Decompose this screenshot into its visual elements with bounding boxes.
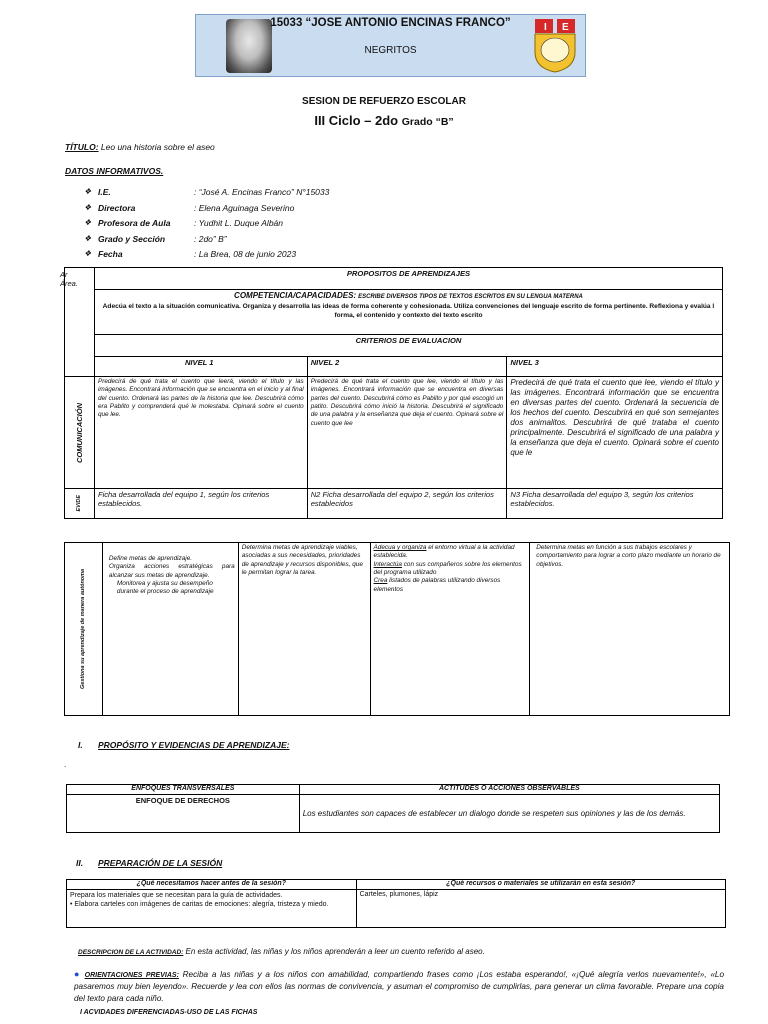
competencia-cell <box>94 290 722 335</box>
criterios-heading: CRITERIOS DE EVALUACION <box>94 335 722 357</box>
section-1-title: PROPÓSITO Y EVIDENCIAS DE APRENDIZAJE: <box>98 740 290 750</box>
gestiona-table <box>64 542 730 716</box>
gestiona-item-1: Define metas de aprendizaje. <box>108 555 193 562</box>
session-title: SESION DE REFUERZO ESCOLAR <box>302 96 466 107</box>
school-location: NEGRITOS <box>364 45 417 56</box>
school-crest-logo <box>531 18 579 73</box>
datos-key: I.E. <box>98 187 111 197</box>
svg-text:E: E <box>562 22 569 33</box>
gestiona-item-2: Organiza acciones estratégicas para alcanzar sus metas de aprendizaje. <box>108 563 235 579</box>
gestiona-col3 <box>370 543 530 716</box>
gestiona-col3-item-3: Crea listados de palabras utilizando diversos elementos <box>373 577 501 593</box>
orientaciones-label: ORIENTACIONES PREVIAS: <box>84 972 179 979</box>
datos-key: Profesora de Aula <box>98 218 171 228</box>
preparacion-actions <box>67 890 357 928</box>
orientaciones-paragraph <box>74 968 724 1004</box>
school-name: 15033 “JOSE ANTONIO ENCINAS FRANCO” <box>270 17 511 29</box>
datos-key: Grado y Sección <box>98 233 166 244</box>
preparacion-resources: Carteles, plumones, lápiz <box>356 890 725 928</box>
datos-value: : 2do” B” <box>194 233 227 244</box>
nivel-1-header: NIVEL 1 <box>94 357 307 377</box>
enfoques-table <box>66 784 720 833</box>
diamond-bullet-icon: ❖ <box>84 233 92 243</box>
diamond-bullet-icon: ❖ <box>84 187 92 196</box>
enfoques-header: ENFOQUES TRANSVERSALES <box>67 785 300 795</box>
grade-text: Grado “B” <box>401 116 454 128</box>
evide-label: EVIDE <box>76 495 83 512</box>
nivel-3-header: NIVEL 3 <box>507 357 723 377</box>
titulo-label: TÍTULO: <box>65 142 99 152</box>
evide-cell <box>65 489 95 519</box>
section-2-number: II. <box>76 858 84 868</box>
evidencia-3: N3 Ficha desarrollada del equipo 3, según los criterios establecidos. <box>507 489 723 519</box>
nivel-2-header: NIVEL 2 <box>307 357 507 377</box>
nivel-3-text: Predecirá de qué trata el cuento que lee, viendo el título y las imágenes. Encontrará información que se encuentra en diversas partes del cuento. Ordenará la secuencia de los hechos del cuento. Descubrirá en qué son semejantes dos animalitos. Descubrirá de qué trataba el cuento principalmente. Descubrirá el significado de una palabra y la enseñanza que deja el cuento. Opinará sobre el cuento que le <box>507 377 723 489</box>
area-cell <box>65 268 95 377</box>
preparacion-action-2: • Elabora carteles con imágenes de caritas de emociones: alegría, tristeza y miedo. <box>70 901 329 909</box>
actividades-heading: I ACVIDADES DIFERENCIADAS-USO DE LAS FICHAS <box>80 1009 258 1016</box>
actitud-text: Los estudiantes son capaces de establecer un dialogo donde se respeten sus opiniones y las de los demás. <box>299 795 719 833</box>
datos-key: Directora <box>98 202 136 213</box>
diamond-bullet-icon: ❖ <box>84 249 92 258</box>
preparacion-action-1: Prepara los materiales que se necesitan para la guía de actividades. <box>70 892 283 899</box>
school-header <box>195 14 586 77</box>
cycle-text: III Ciclo – 2do <box>314 113 399 128</box>
gestiona-item-3: Monitorea y ajusta su desempeño durante el proceso de aprendizaje <box>116 579 214 596</box>
competencia-value: ESCRIBE DIVERSOS TIPOS DE TEXTOS ESCRITOS EN SU LENGUA MATERNA <box>358 294 583 300</box>
datos-value: : Elena Aguinaga Severino <box>194 202 295 213</box>
datos-value: : Yudhit L. Duque Albán <box>194 218 284 228</box>
titulo-value: Leo una historia sobre el aseo <box>100 142 215 152</box>
gestiona-label: Gestiona su aprendizaje de manera autónoma <box>80 568 87 690</box>
preparacion-header-1: ¿Qué necesitamos hacer antes de la sesión? <box>67 880 357 890</box>
evidencia-2: N2 Ficha desarrollada del equipo 2, según los criterios establecidos <box>307 489 507 519</box>
gestiona-col3-item-2: Interactúa con sus compañeros sobre los elementos del programa utilizado <box>373 560 522 576</box>
datos-heading: DATOS INFORMATIVOS. <box>65 166 164 176</box>
gestiona-label-cell <box>65 543 103 716</box>
competencia-label: COMPETENCIA/CAPACIDADES: <box>234 291 357 300</box>
area-name: COMUNICACIÓN <box>74 402 84 463</box>
descripcion-label: DESCRIPCION DE LA ACTIVIDAD: <box>78 949 184 956</box>
nivel-1-text: Predecirá de qué trata el cuento que leerá, viendo el título y las imágenes. Encontrará información que se encuentra en el inicio y al final del cuento. Ordenará las partes de la historia que lee. Descubrirá cómo era Pablito y comprenderá qué le molestaba. Opinará sobre el cuento que lee. <box>94 377 307 489</box>
preparacion-table <box>66 879 726 928</box>
preparacion-header-2: ¿Qué recursos o materiales se utilizarán en esta sesión? <box>356 880 725 890</box>
datos-value: : “José A. Encinas Franco” N°15033 <box>194 187 330 197</box>
orientaciones-text: Reciba a las niñas y a los niños con amabilidad, compartiendo frases como ¡Los estaba esperando!, «¡Qué alegría verlos nuevamente!», «Lo pasaremos muy bien leyendo». Recuerde y lea con ellos las normas de convivencia, y asuman el compromiso de cumplirlas, para generar un clima favorable. Prepare una copia del texto para cada niño. <box>74 970 725 1003</box>
svg-text:I: I <box>544 22 547 33</box>
comunicacion-cell <box>65 377 95 489</box>
datos-value: : La Brea, 08 de junio 2023 <box>194 249 297 259</box>
competencia-desc: Adecúa el texto a la situación comunicativa. Organiza y desarrolla las ideas de forma coherente y cohesionada. Utiliza convenciones del lenguaje escrito de forma pertinente. Reflexiona y evalúa l forma, el contenido y contexto del texto escrito <box>102 302 715 320</box>
gestiona-col3-item-1: Adecua y organiza el entorno virtual a la actividad establecida. <box>373 544 515 560</box>
section-1-dot: . <box>64 760 67 769</box>
diamond-bullet-icon: ❖ <box>84 218 92 227</box>
nivel-2-text: Predecirá de qué trata el cuento que lee, viendo el título y las imágenes. Encontrará información que se encuentra en diversas partes del cuento. Descubrirá cómo es Pablito y por qué escogió un patito. Descubrirá cómo inició la historia. Descubrirá el significado de una palabra y la enseñanza que deja el cuento. Opinará sobre el cuento que lee <box>307 377 507 489</box>
descripcion-text: En esta actividad, las niñas y los niños aprenderán a leer un cuento referido al aseo. <box>183 947 485 956</box>
gestiona-col4: Determina metas en función a sus trabajos escolares y comportamiento para lograr a corto plazo mediante un horario de objetivos. <box>530 543 730 716</box>
descripcion-line <box>78 947 728 956</box>
titulo-line <box>65 142 215 152</box>
area-label: Ar Área. <box>60 270 78 289</box>
enfoque-derechos: ENFOQUE DE DERECHOS <box>67 795 300 833</box>
gestiona-col2: Determina metas de aprendizaje viables, asociadas a sus necesidades, prioridades de aprendizaje y recursos disponibles, que le permitan lograr la tarea. <box>238 543 370 716</box>
evidencia-1: Ficha desarrollada del equipo 1, según los criterios establecidos. <box>94 489 307 519</box>
diamond-bullet-icon: ❖ <box>84 202 92 212</box>
session-subtitle <box>0 113 768 128</box>
section-1-number: I. <box>78 740 83 750</box>
actitudes-header: ACTITUDES O ACCIONES OBSERVABLES <box>299 785 719 795</box>
propositos-table <box>64 267 723 519</box>
propositos-heading: PROPOSITOS DE APRENDIZAJES <box>94 268 722 290</box>
gestiona-col1 <box>102 543 238 716</box>
section-2-title: PREPARACIÓN DE LA SESIÓN <box>98 858 223 868</box>
bullet-icon: ● <box>74 969 81 979</box>
datos-key: Fecha <box>98 249 123 259</box>
